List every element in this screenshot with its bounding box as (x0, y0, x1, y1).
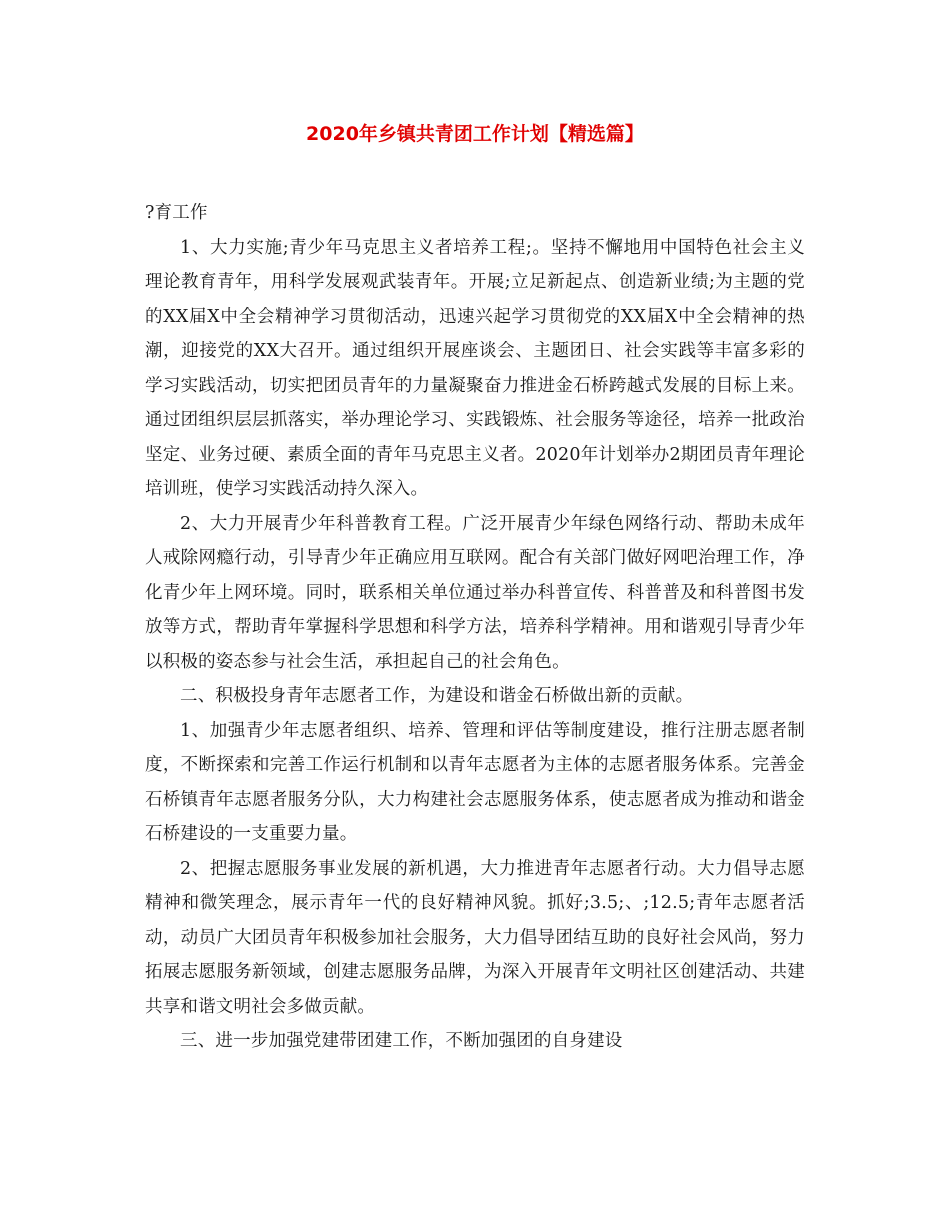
paragraph-science-education: 2、大力开展青少年科普教育工程。广泛开展青少年绿色网络行动、帮助未成年人戒除网瘾行动，引导青少年正确应用互联网。配合有关部门做好网吧治理工作，净化青少年上网环境。同时，联系相关单位通过举办科普宣传、科普普及和科普图书发放等方式，帮助青年掌握科学思想和科学方法，培养科学精神。用和谐观引导青少年以积极的姿态参与社会生活，承担起自己的社会角色。 (145, 513, 805, 672)
paragraph-theory-education: 1、大力实施;青少年马克思主义者培养工程;。坚持不懈地用中国特色社会主义理论教育青年，用科学发展观武装青年。开展;立足新起点、创造新业绩;为主题的党的XX届X中全会精神学习贯彻活动，迅速兴起学习贯彻党的XX届X中全会精神的热潮，迎接党的XX大召开。通过组织开展座谈会、主题团日、社会实践等丰富多彩的学习实践活动，切实把团员青年的力量凝聚奋力推进金石桥跨越式发展的目标上来。通过团组织层层抓落实，举办理论学习、实践锻炼、社会服务等途径，培养一批政治坚定、业务过硬、素质全面的青年马克思主义者。2020年计划举办2期团员青年理论培训班，使学习实践活动持久深入。 (145, 237, 805, 499)
paragraph-volunteer-action: 2、把握志愿服务事业发展的新机遇，大力推进青年志愿者行动。大力倡导志愿精神和微笑理念，展示青年一代的良好精神风貌。抓好;3.5;、;12.5;青年志愿者活动，动员广大团员青年积极参加社会服务，大力倡导团结互助的良好社会风尚，努力拓展志愿服务新领域，创建志愿服务品牌，为深入开展青年文明社区创建活动、共建共享和谐文明社会多做贡献。 (145, 858, 805, 1017)
section-heading-fragment: ?育工作 (145, 203, 208, 223)
document-body (145, 196, 805, 1059)
document-title: 2020年乡镇共青团工作计划【精选篇】 (306, 123, 644, 145)
paragraph-volunteer-system: 1、加强青少年志愿者组织、培养、管理和评估等制度建设，推行注册志愿者制度，不断探索和完善工作运行机制和以青年志愿者为主体的志愿者服务体系。完善金石桥镇青年志愿者服务分队，大力构建社会志愿服务体系，使志愿者成为推动和谐金石桥建设的一支重要力量。 (145, 720, 805, 844)
section-heading-volunteer: 二、积极投身青年志愿者工作，为建设和谐金石桥做出新的贡献。 (180, 686, 694, 706)
section-heading-party-building: 三、进一步加强党建带团建工作，不断加强团的自身建设 (180, 1031, 623, 1051)
